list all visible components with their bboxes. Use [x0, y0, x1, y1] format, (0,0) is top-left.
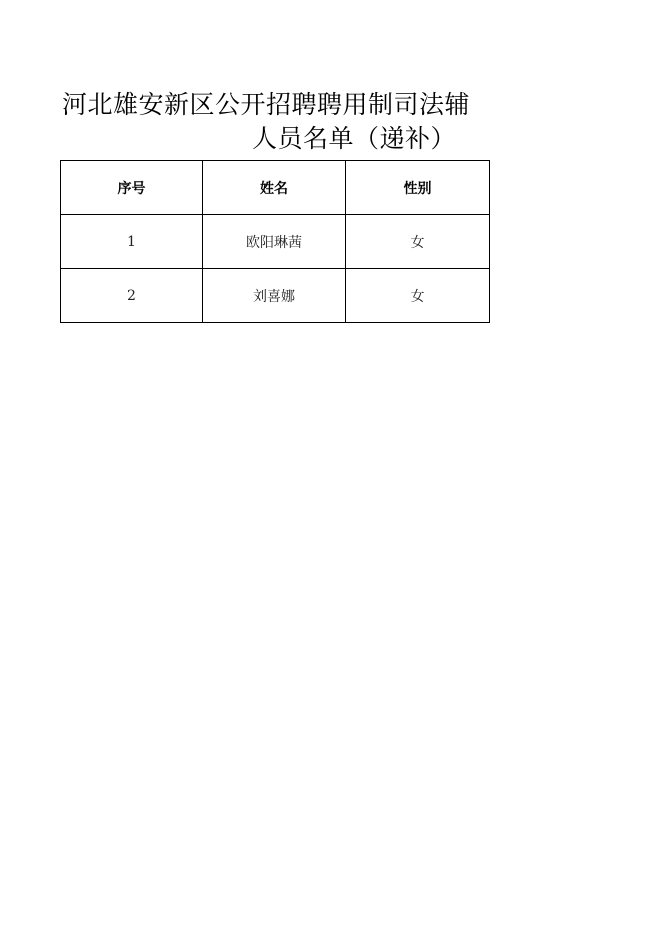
cell-name: 欧阳琳茜: [203, 215, 346, 269]
header-serial-number: 序号: [61, 161, 203, 215]
header-gender: 性别: [346, 161, 490, 215]
table-row: [61, 215, 490, 269]
personnel-table: [60, 160, 490, 323]
cell-serial-number: 1: [61, 215, 203, 269]
document-title: [62, 88, 502, 156]
cell-name: 刘喜娜: [203, 269, 346, 323]
table-row: [61, 269, 490, 323]
title-line-1: 河北雄安新区公开招聘聘用制司法辅: [62, 90, 471, 119]
table-header-row: [61, 161, 490, 215]
cell-serial-number: 2: [61, 269, 203, 323]
cell-gender: 女: [346, 215, 490, 269]
cell-gender: 女: [346, 269, 490, 323]
title-line-2: 人员名单（递补）: [252, 124, 457, 153]
header-name: 姓名: [203, 161, 346, 215]
